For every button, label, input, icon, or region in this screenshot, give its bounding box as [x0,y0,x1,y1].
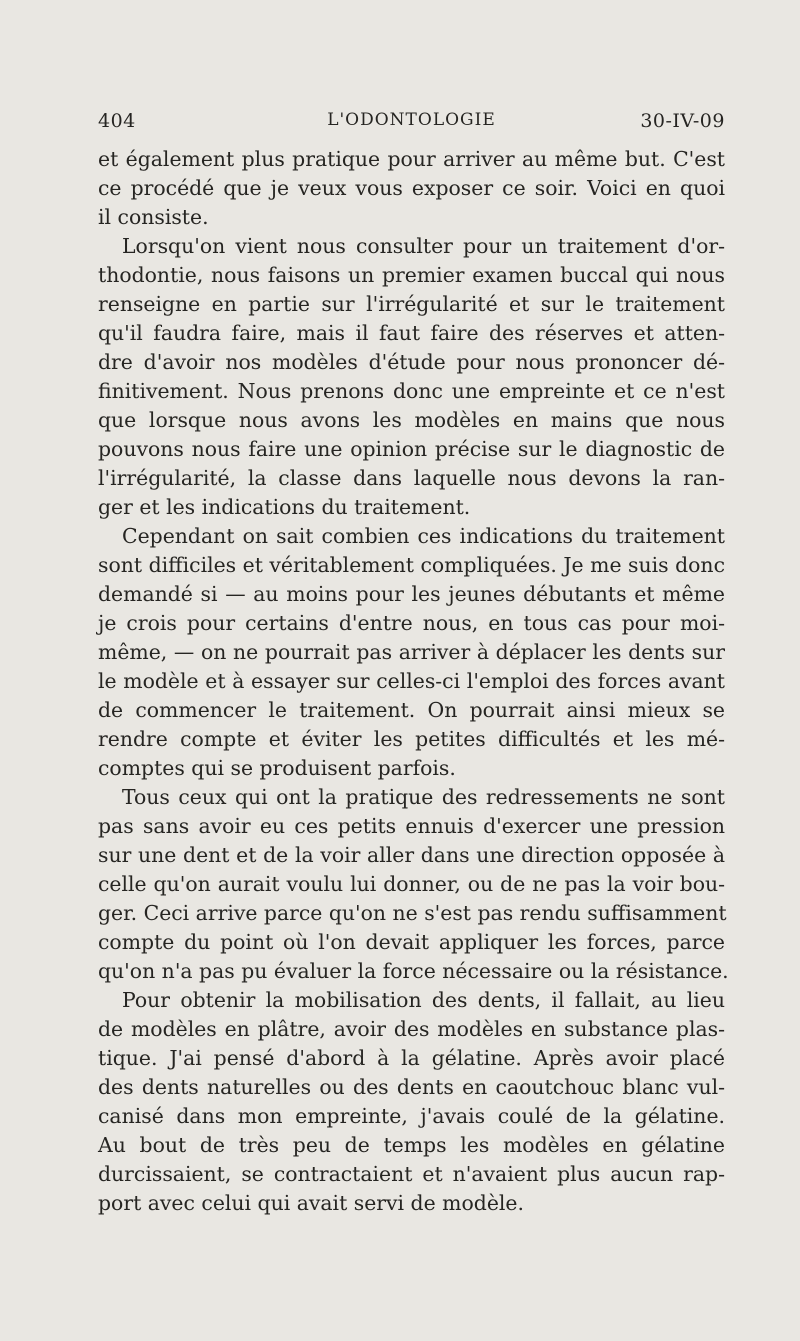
text-line: demandé si — au moins pour les jeunes débutants et même [98,582,725,606]
text-line: Lorsqu'on vient nous consulter pour un traitement d'or- [122,234,725,258]
page-header [98,110,725,140]
text-line: canisé dans mon empreinte, j'avais coulé de la gélatine. [98,1104,725,1128]
text-line: l'irrégularité, la classe dans laquelle nous devons la ran- [98,466,725,490]
page-number: 404 [98,110,136,132]
text-line: de modèles en plâtre, avoir des modèles en substance plas- [98,1017,725,1041]
text-line: rendre compte et éviter les petites difficultés et les mé- [98,727,725,751]
text-line: de commencer le traitement. On pourrait ainsi mieux se [98,698,725,722]
paragraph [98,232,725,522]
text-line: et également plus pratique pour arriver au même but. C'est [98,147,725,171]
text-line: tique. J'ai pensé d'abord à la gélatine. Après avoir placé [98,1046,725,1070]
text-line: Tous ceux qui ont la pratique des redressements ne sont [122,785,725,809]
text-line: dre d'avoir nos modèles d'étude pour nous prononcer dé- [98,350,725,374]
text-line: Cependant on sait combien ces indications du traitement [122,524,725,548]
text-line: Au bout de très peu de temps les modèles en gélatine [98,1133,725,1157]
text-line: des dents naturelles ou des dents en caoutchouc blanc vul- [98,1075,725,1099]
text-line: compte du point où l'on devait appliquer les forces, parce [98,930,725,954]
text-line: je crois pour certains d'entre nous, en tous cas pour moi- [98,611,725,635]
text-line: ger. Ceci arrive parce qu'on ne s'est pas rendu suffisamment [98,901,727,925]
text-line: qu'on n'a pas pu évaluer la force nécessaire ou la résistance. [98,959,729,983]
paragraph [98,145,725,232]
body-text [98,145,729,1218]
running-title: L'ODONTOLOGIE [327,110,496,130]
text-line: le modèle et à essayer sur celles-ci l'emploi des forces avant [98,669,725,693]
issue-date: 30-IV-09 [640,110,725,132]
text-line: sont difficiles et véritablement compliquées. Je me suis donc [98,553,725,577]
text-line: même, — on ne pourrait pas arriver à déplacer les dents sur [98,640,725,664]
text-line: renseigne en partie sur l'irrégularité et sur le traitement [98,292,725,316]
text-line: ger et les indications du traitement. [98,495,471,519]
text-line: durcissaient, se contractaient et n'avaient plus aucun rap- [98,1162,725,1186]
text-line: il consiste. [98,205,209,229]
text-line: celle qu'on aurait voulu lui donner, ou de ne pas la voir bou- [98,872,725,896]
paragraph [98,522,725,783]
text-line: thodontie, nous faisons un premier examen buccal qui nous [98,263,725,287]
text-line: Pour obtenir la mobilisation des dents, il fallait, au lieu [122,988,725,1012]
text-line: comptes qui se produisent parfois. [98,756,456,780]
paragraph [98,986,725,1218]
text-line: port avec celui qui avait servi de modèle. [98,1191,524,1215]
text-line: pas sans avoir eu ces petits ennuis d'exercer une pression [98,814,725,838]
text-line: finitivement. Nous prenons donc une empreinte et ce n'est [98,379,725,403]
paragraph [98,783,729,986]
text-line: que lorsque nous avons les modèles en mains que nous [98,408,725,432]
text-line: ce procédé que je veux vous exposer ce soir. Voici en quoi [98,176,725,200]
text-line: pouvons nous faire une opinion précise sur le diagnostic de [98,437,725,461]
text-line: sur une dent et de la voir aller dans une direction opposée à [98,843,725,867]
text-line: qu'il faudra faire, mais il faut faire des réserves et atten- [98,321,725,345]
